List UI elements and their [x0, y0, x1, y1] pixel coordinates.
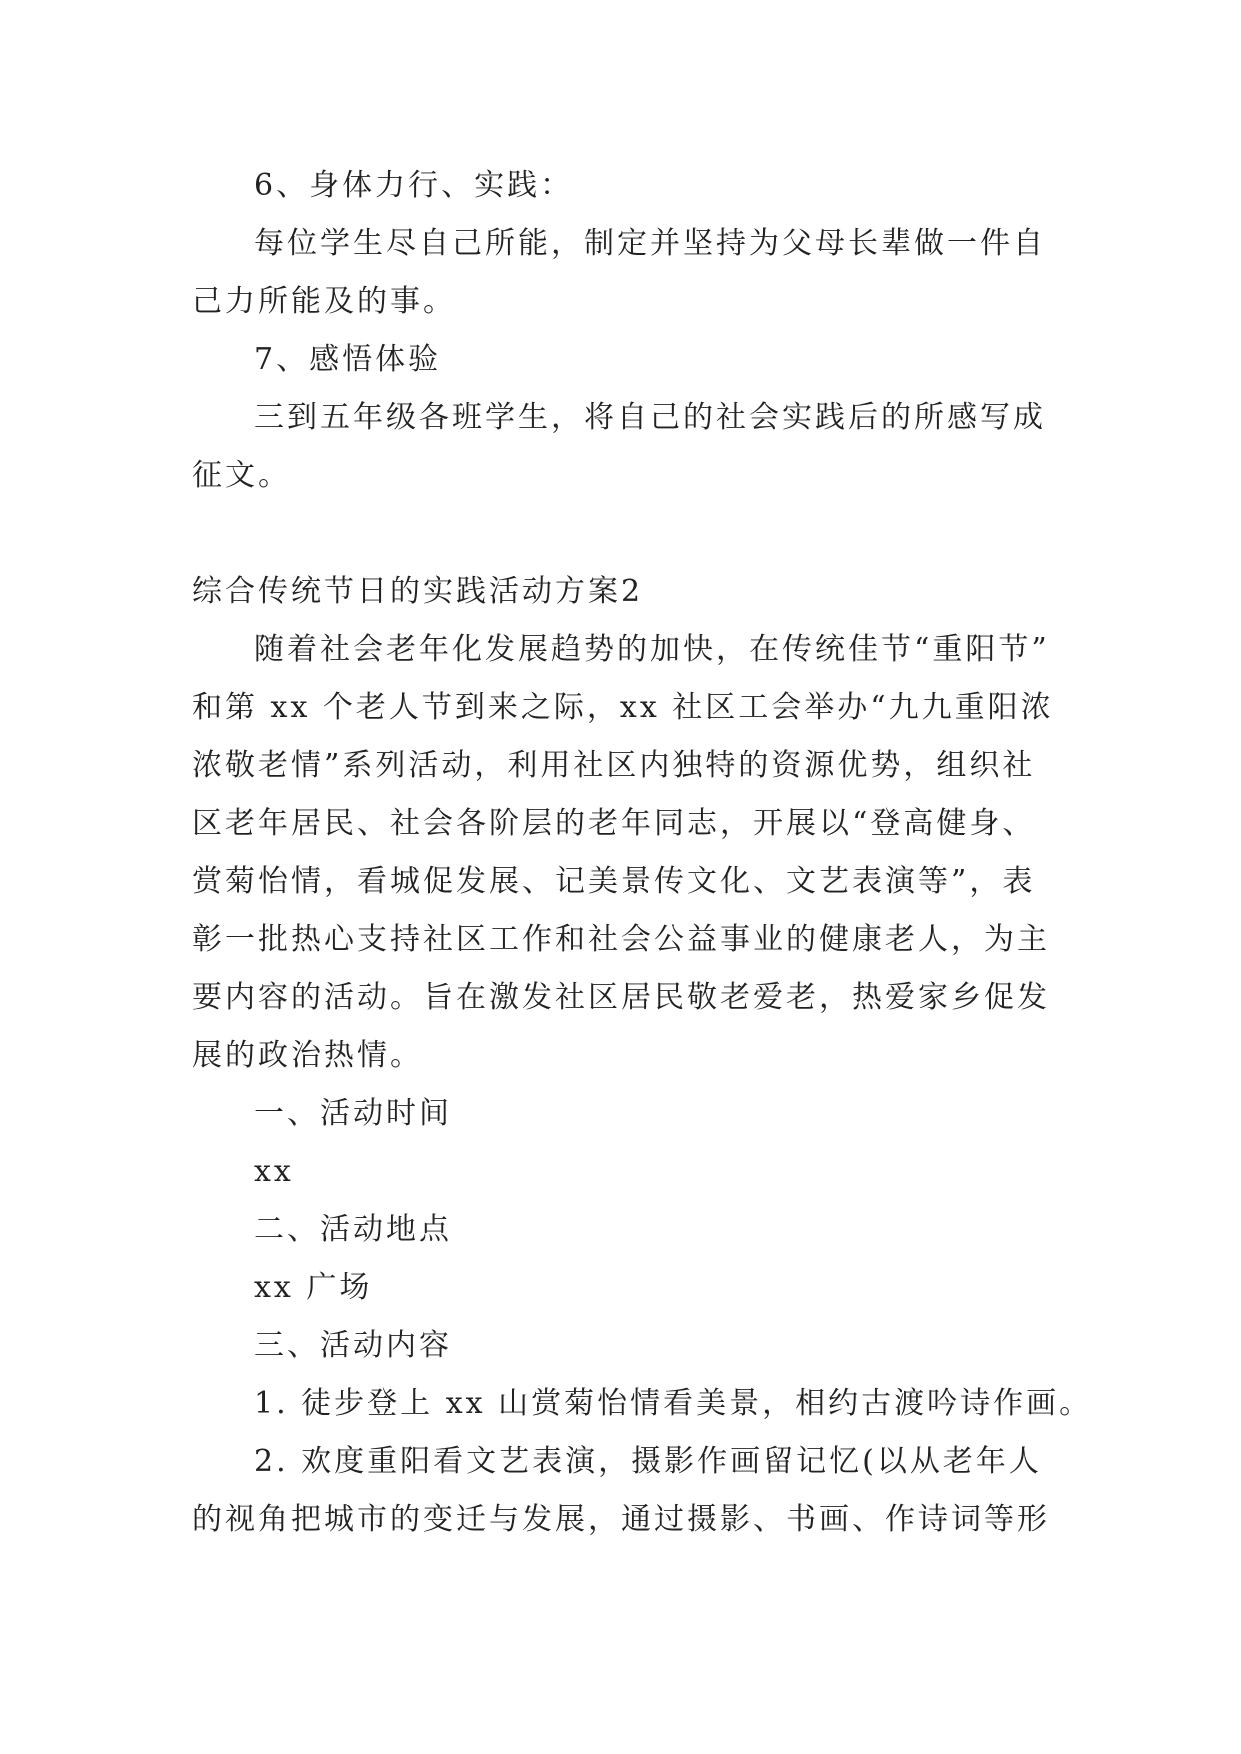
section-title: 综合传统节日的实践活动方案2: [192, 574, 644, 609]
time-value: xx: [254, 1154, 294, 1189]
intro-line: 彰一批热心支持社区工作和社会公益事业的健康老人，为主: [192, 922, 1050, 957]
place-value: xx 广场: [254, 1270, 373, 1305]
intro-line: 随着社会老年化发展趋势的加快，在传统佳节“重阳节”: [254, 632, 1050, 667]
intro-line: 和第 xx 个老人节到来之际，xx 社区工会举办“九九重阳浓: [192, 690, 1054, 725]
intro-line: 要内容的活动。旨在激发社区居民敬老爱老，热爱家乡促发: [192, 980, 1050, 1015]
intro-line: 展的政治热情。: [192, 1038, 423, 1073]
content-item-2-line2: 的视角把城市的变迁与发展，通过摄影、书画、作诗词等形: [192, 1502, 1050, 1537]
item6-body-line1: 每位学生尽自己所能，制定并坚持为父母长辈做一件自: [254, 226, 1046, 261]
content-item-1: 1. 徒步登上 xx 山赏菊怡情看美景，相约古渡吟诗作画。: [254, 1386, 1093, 1421]
place-heading: 二、活动地点: [254, 1212, 452, 1247]
time-heading: 一、活动时间: [254, 1096, 452, 1131]
content-item-2-line1: 2. 欢度重阳看文艺表演，摄影作画留记忆(以从老年人: [254, 1444, 1042, 1479]
intro-line: 浓敬老情”系列活动，利用社区内独特的资源优势，组织社: [192, 748, 1036, 783]
item7-body-line1: 三到五年级各班学生，将自己的社会实践后的所感写成: [254, 400, 1046, 435]
item7-body-line2: 征文。: [192, 458, 291, 493]
intro-line: 区老年居民、社会各阶层的老年同志，开展以“登高健身、: [192, 806, 1036, 841]
item6-heading: 6、身体力行、实践：: [254, 168, 574, 203]
item6-body-line2: 己力所能及的事。: [192, 284, 456, 319]
intro-line: 赏菊怡情，看城促发展、记美景传文化、文艺表演等”，表: [192, 864, 1036, 899]
item7-heading: 7、感悟体验: [254, 342, 442, 377]
content-heading: 三、活动内容: [254, 1328, 452, 1363]
